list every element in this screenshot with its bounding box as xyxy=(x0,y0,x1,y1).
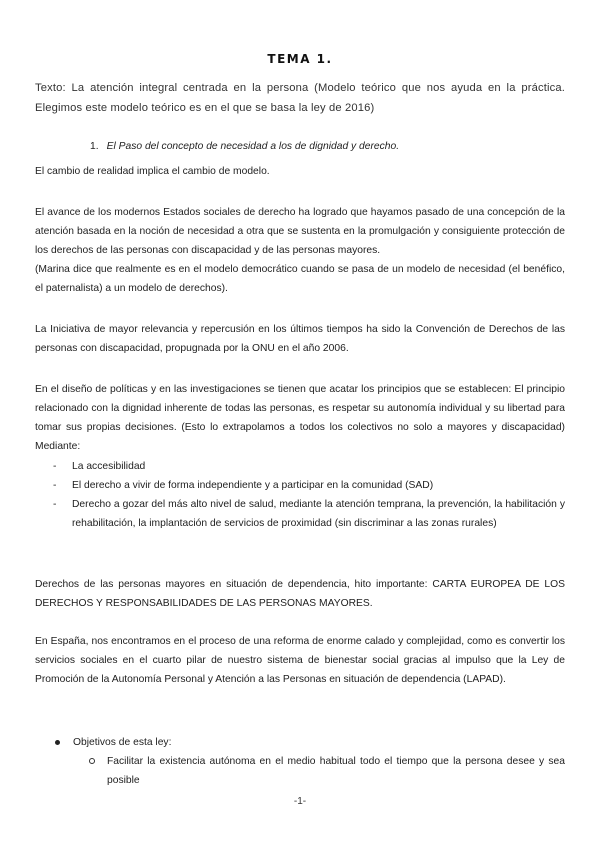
paragraph: En el diseño de políticas y en las investigaciones se tienen que acatar los principios que se establecen: El principio relacionado con la dignidad inherente de todas las personas, es respetar su autonomía individual y su libertad para tomar sus propias decisiones. (Esto lo extrapolamos a todos los colectivos no solo a mayores y discapacidad) Mediante: xyxy=(35,384,565,452)
bullet-text: Objetivos de esta ley: xyxy=(73,737,172,748)
paragraph: En España, nos encontramos en el proceso de una reforma de enorme calado y complejidad, como es convertir los servicios sociales en el cuarto pilar de nuestro sistema de bienestar social gracias al impulso que la Ley de Promoción de la Autonomía Personal y Atención a las Personas en situación de dependencia (LAPAD). xyxy=(35,636,565,685)
dash-list xyxy=(35,457,565,533)
page-number: -1- xyxy=(293,796,307,807)
bullet-circle-icon xyxy=(89,758,95,764)
dash-marker: - xyxy=(53,499,57,510)
bullet-dot-icon xyxy=(55,740,60,745)
list-item xyxy=(35,457,565,476)
sub-bullet-item xyxy=(89,752,565,790)
list-item-text: La accesibilidad xyxy=(72,461,146,472)
paragraph: La Iniciativa de mayor relevancia y repercusión en los últimos tiempos ha sido la Convención de Derechos de las personas con discapacidad, propugnada por la ONU en el año 2006. xyxy=(35,324,565,354)
section-heading-text: El Paso del concepto de necesidad a los de dignidad y derecho. xyxy=(106,141,400,152)
paragraph: Derechos de las personas mayores en situación de dependencia, hito importante: CARTA EUROPEA DE LOS DERECHOS Y RESPONSABILIDADES DE LAS PERSONAS MAYORES. xyxy=(35,579,565,609)
paragraph: El avance de los modernos Estados sociales de derecho ha logrado que hayamos pasado de una concepción de la atención basada en la noción de necesidad a otra que se sustenta en la promulgación y consiguiente protección de los derechos de las personas con discapacidad y de las personas mayores. xyxy=(35,207,565,256)
section-number: 1. xyxy=(90,141,99,152)
section-heading xyxy=(90,141,399,152)
list-item xyxy=(35,476,565,495)
subtitle-text: Texto: La atención integral centrada en la persona (Modelo teórico que nos ayuda en la práctica. Elegimos este modelo teórico es en el que se basa la ley de 2016) xyxy=(35,82,565,114)
bullet-item xyxy=(55,733,565,752)
list-item xyxy=(35,495,565,533)
page-title: TEMA 1. xyxy=(267,52,333,66)
dash-marker: - xyxy=(53,461,57,472)
paragraph: (Marina dice que realmente es en el modelo democrático cuando se pasa de un modelo de necesidad (el benéfico, el paternalista) a un modelo de derechos). xyxy=(35,264,565,294)
list-item-text: El derecho a vivir de forma independiente y a participar en la comunidad (SAD) xyxy=(72,480,434,491)
sub-bullet-text: Facilitar la existencia autónoma en el medio habitual todo el tiempo que la persona desee y sea posible xyxy=(107,756,565,786)
dash-marker: - xyxy=(53,480,57,491)
paragraph: El cambio de realidad implica el cambio de modelo. xyxy=(35,166,270,177)
list-item-text: Derecho a gozar del más alto nivel de salud, mediante la atención temprana, la prevención, la habilitación y rehabilitación, la implantación de servicios de proximidad (sin discriminar a las zonas rurales) xyxy=(72,499,565,529)
